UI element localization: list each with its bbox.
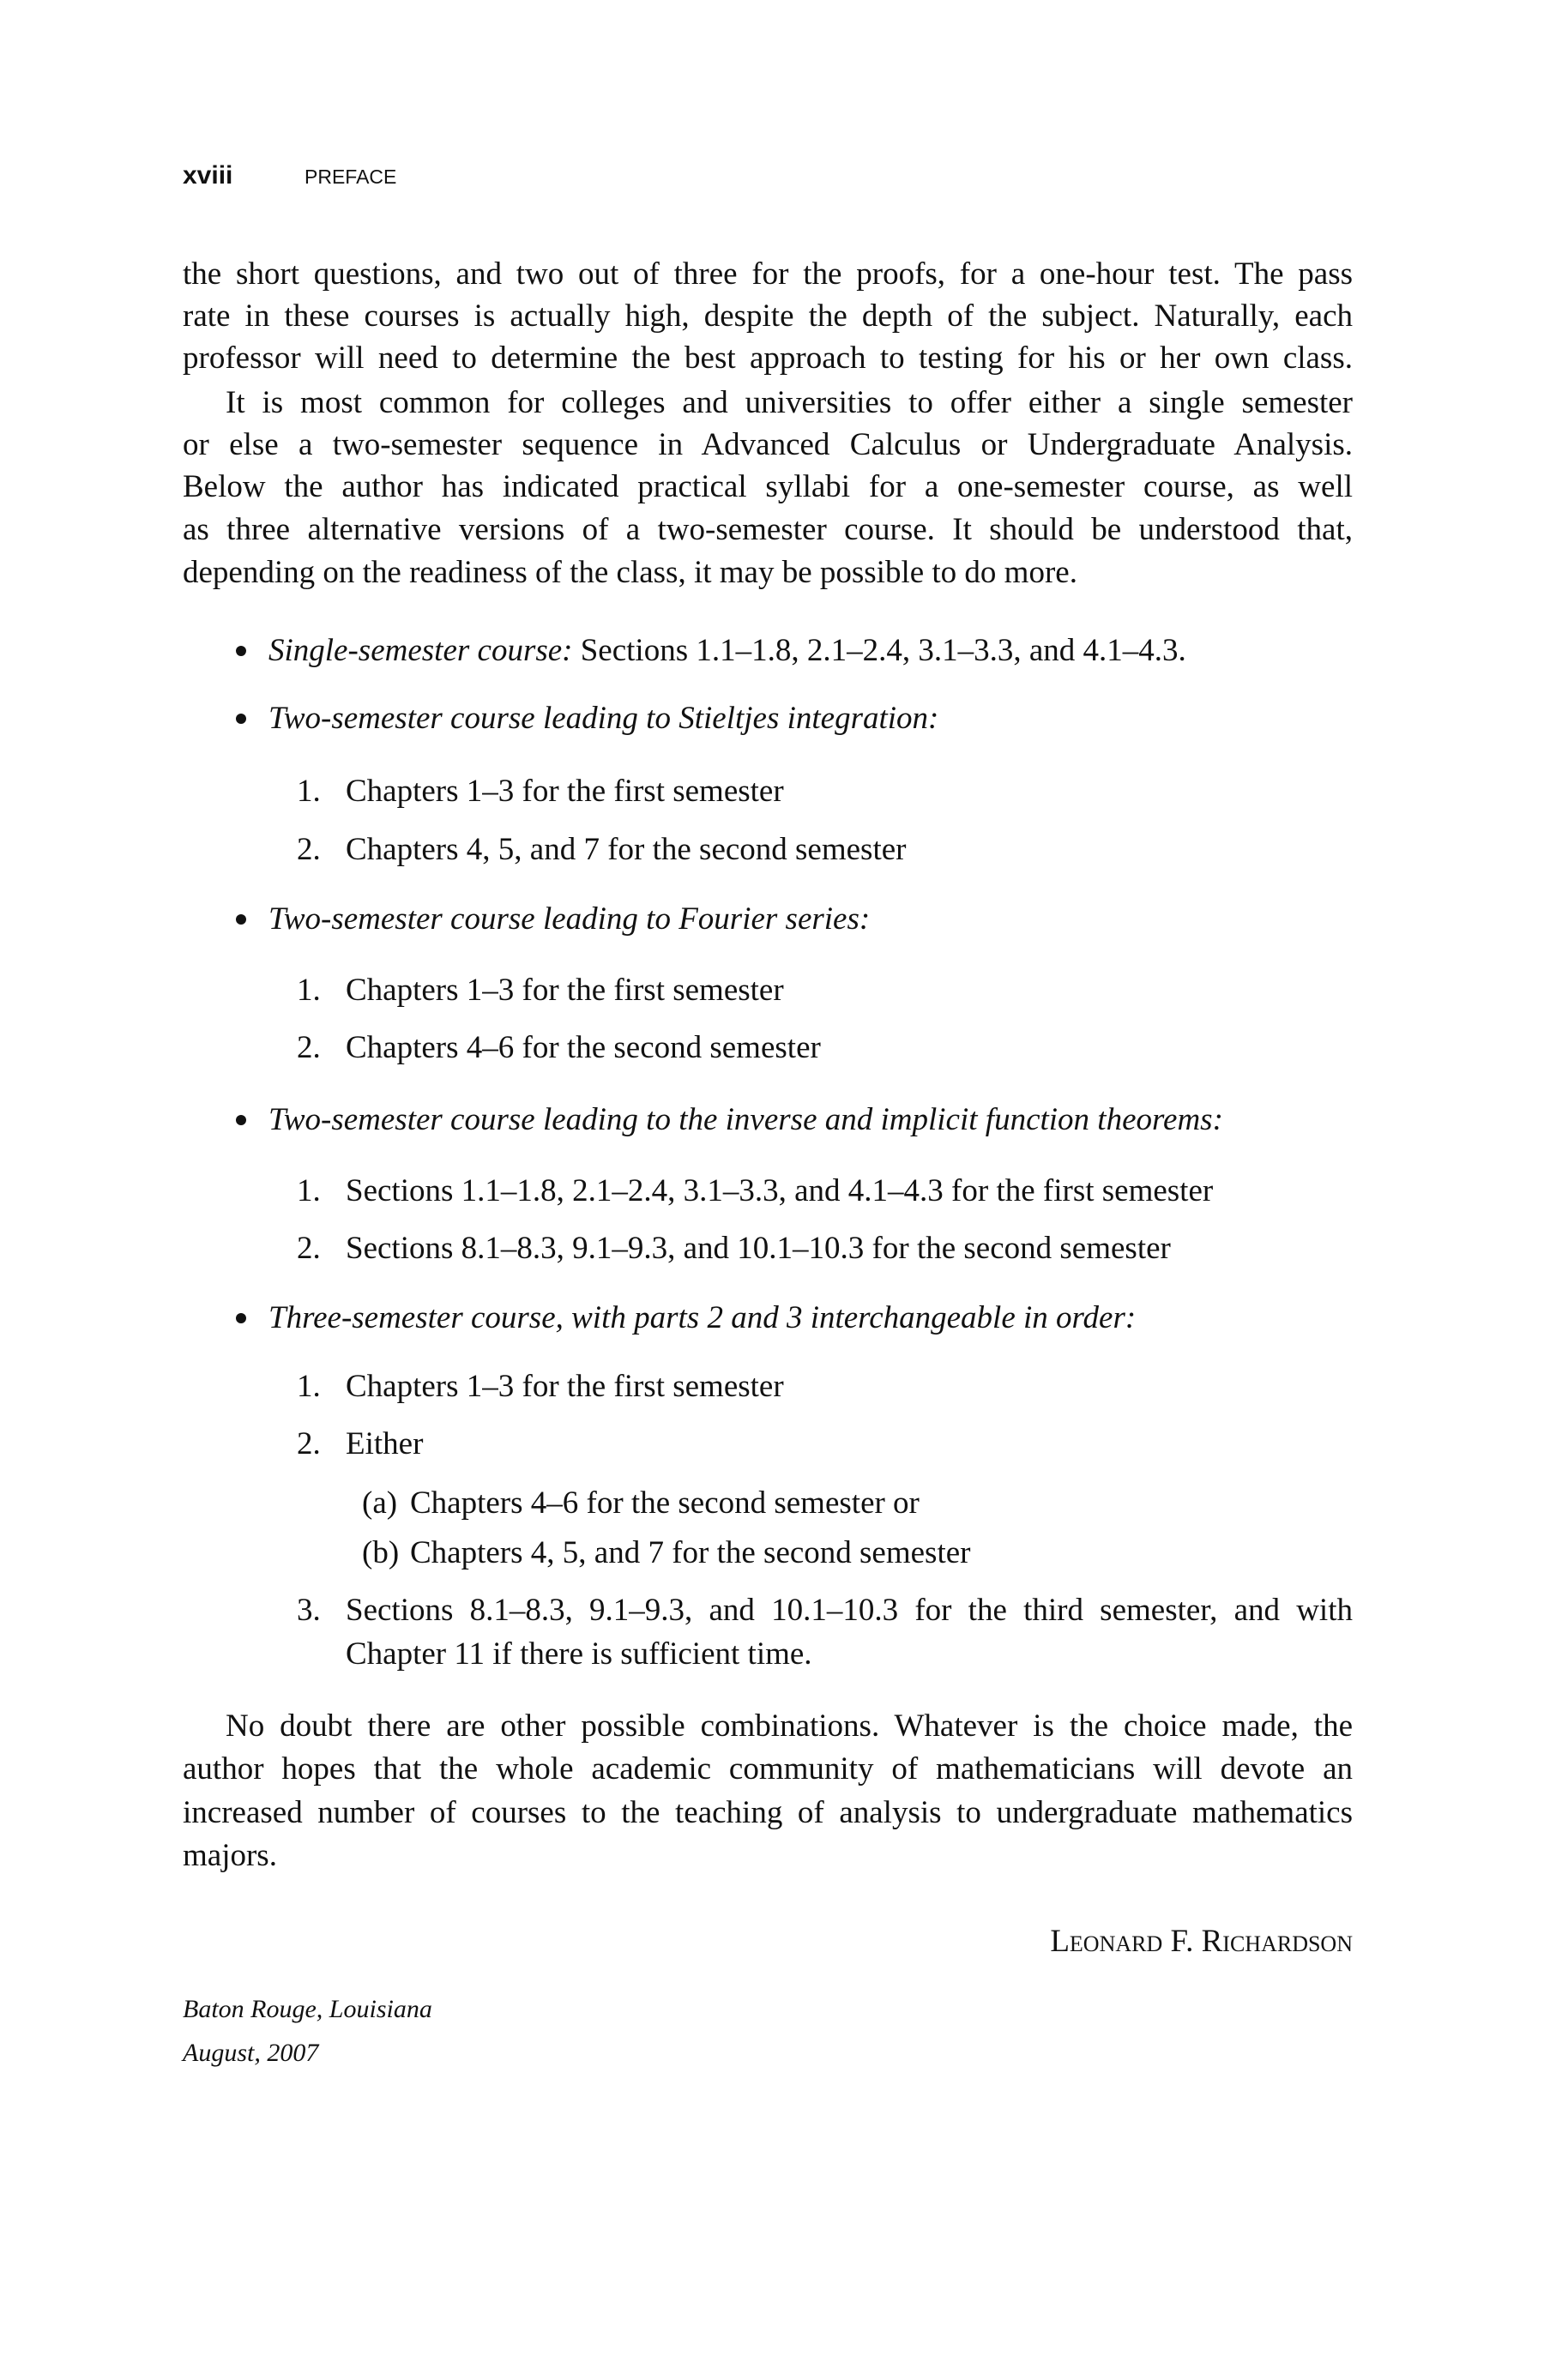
bullet-item: [268, 630, 1186, 672]
list-number: 1.: [297, 1369, 321, 1404]
paragraph-line: Below the author has indicated practical syllabi for a one-semester course, as well: [183, 469, 1353, 504]
list-number: 1.: [297, 774, 321, 809]
list-item: Sections 8.1–8.3, 9.1–9.3, and 10.1–10.3 for the second semester: [346, 1231, 1171, 1266]
list-number: 2.: [297, 832, 321, 867]
date: August, 2007: [183, 2039, 319, 2067]
bullet-title: Two-semester course leading to the inverse and implicit function theorems:: [268, 1102, 1223, 1137]
bullet-icon: [236, 1115, 246, 1125]
list-item: Chapters 1–3 for the first semester: [346, 774, 784, 809]
paragraph-line: professor will need to determine the best approach to testing for his or her own class.: [183, 340, 1353, 376]
paragraph-line: or else a two-semester sequence in Advanced Calculus or Undergraduate Analysis.: [183, 427, 1353, 462]
paragraph-line: It is most common for colleges and universities to offer either a single semester: [226, 385, 1353, 420]
bullet-title: Two-semester course leading to Stieltjes integration:: [268, 701, 939, 736]
list-item: Chapters 4–6 for the second semester: [346, 1030, 821, 1065]
bullet-title: Two-semester course leading to Fourier series:: [268, 901, 871, 937]
bullet-icon: [236, 914, 246, 925]
list-item: Chapters 1–3 for the first semester: [346, 1369, 784, 1404]
list-item-continuation: Chapter 11 if there is sufficient time.: [346, 1636, 812, 1672]
bullet-icon: [236, 1313, 246, 1323]
paragraph-line: increased number of courses to the teaching of analysis to undergraduate mathematics: [183, 1795, 1353, 1830]
place: Baton Rouge, Louisiana: [183, 1995, 432, 2023]
list-number: 1.: [297, 1173, 321, 1208]
list-number: 1.: [297, 973, 321, 1008]
list-item: Chapters 4, 5, and 7 for the second semester: [346, 832, 907, 867]
list-number: 2.: [297, 1030, 321, 1065]
running-title: PREFACE: [305, 166, 397, 188]
sublist-label: (b): [362, 1535, 400, 1570]
sublist-item: Chapters 4, 5, and 7 for the second semester: [410, 1535, 971, 1570]
list-number: 2.: [297, 1231, 321, 1266]
paragraph-line: the short questions, and two out of three for the proofs, for a one-hour test. The pass: [183, 256, 1353, 292]
sublist-item: Chapters 4–6 for the second semester or: [410, 1485, 920, 1521]
bullet-title: Single-semester course:: [268, 633, 573, 668]
list-number: 2.: [297, 1426, 321, 1461]
list-item: Sections 1.1–1.8, 2.1–2.4, 3.1–3.3, and 4.1–4.3 for the first semester: [346, 1173, 1214, 1208]
list-number: 3.: [297, 1593, 321, 1628]
list-item: Sections 8.1–8.3, 9.1–9.3, and 10.1–10.3 for the third semester, and with: [346, 1593, 1353, 1628]
list-item: Chapters 1–3 for the first semester: [346, 973, 784, 1008]
paragraph-line: depending on the readiness of the class, it may be possible to do more.: [183, 555, 1077, 590]
paragraph-line: as three alternative versions of a two-semester course. It should be understood that,: [183, 512, 1353, 547]
list-item: Either: [346, 1426, 424, 1461]
paragraph-line: author hopes that the whole academic community of mathematicians will devote an: [183, 1751, 1353, 1787]
paragraph-line: majors.: [183, 1838, 277, 1873]
bullet-text: Sections 1.1–1.8, 2.1–2.4, 3.1–3.3, and 4.1–4.3.: [572, 633, 1186, 668]
page-number: xviii: [183, 161, 233, 190]
bullet-title: Three-semester course, with parts 2 and 3 interchangeable in order:: [268, 1300, 1137, 1335]
sublist-label: (a): [362, 1485, 398, 1521]
paragraph-line: No doubt there are other possible combinations. Whatever is the choice made, the: [226, 1708, 1353, 1744]
author-signature: Leonard F. Richardson: [1050, 1924, 1353, 1959]
bullet-icon: [236, 714, 246, 724]
paragraph-line: rate in these courses is actually high, despite the depth of the subject. Naturally, each: [183, 298, 1353, 334]
bullet-icon: [236, 646, 246, 656]
